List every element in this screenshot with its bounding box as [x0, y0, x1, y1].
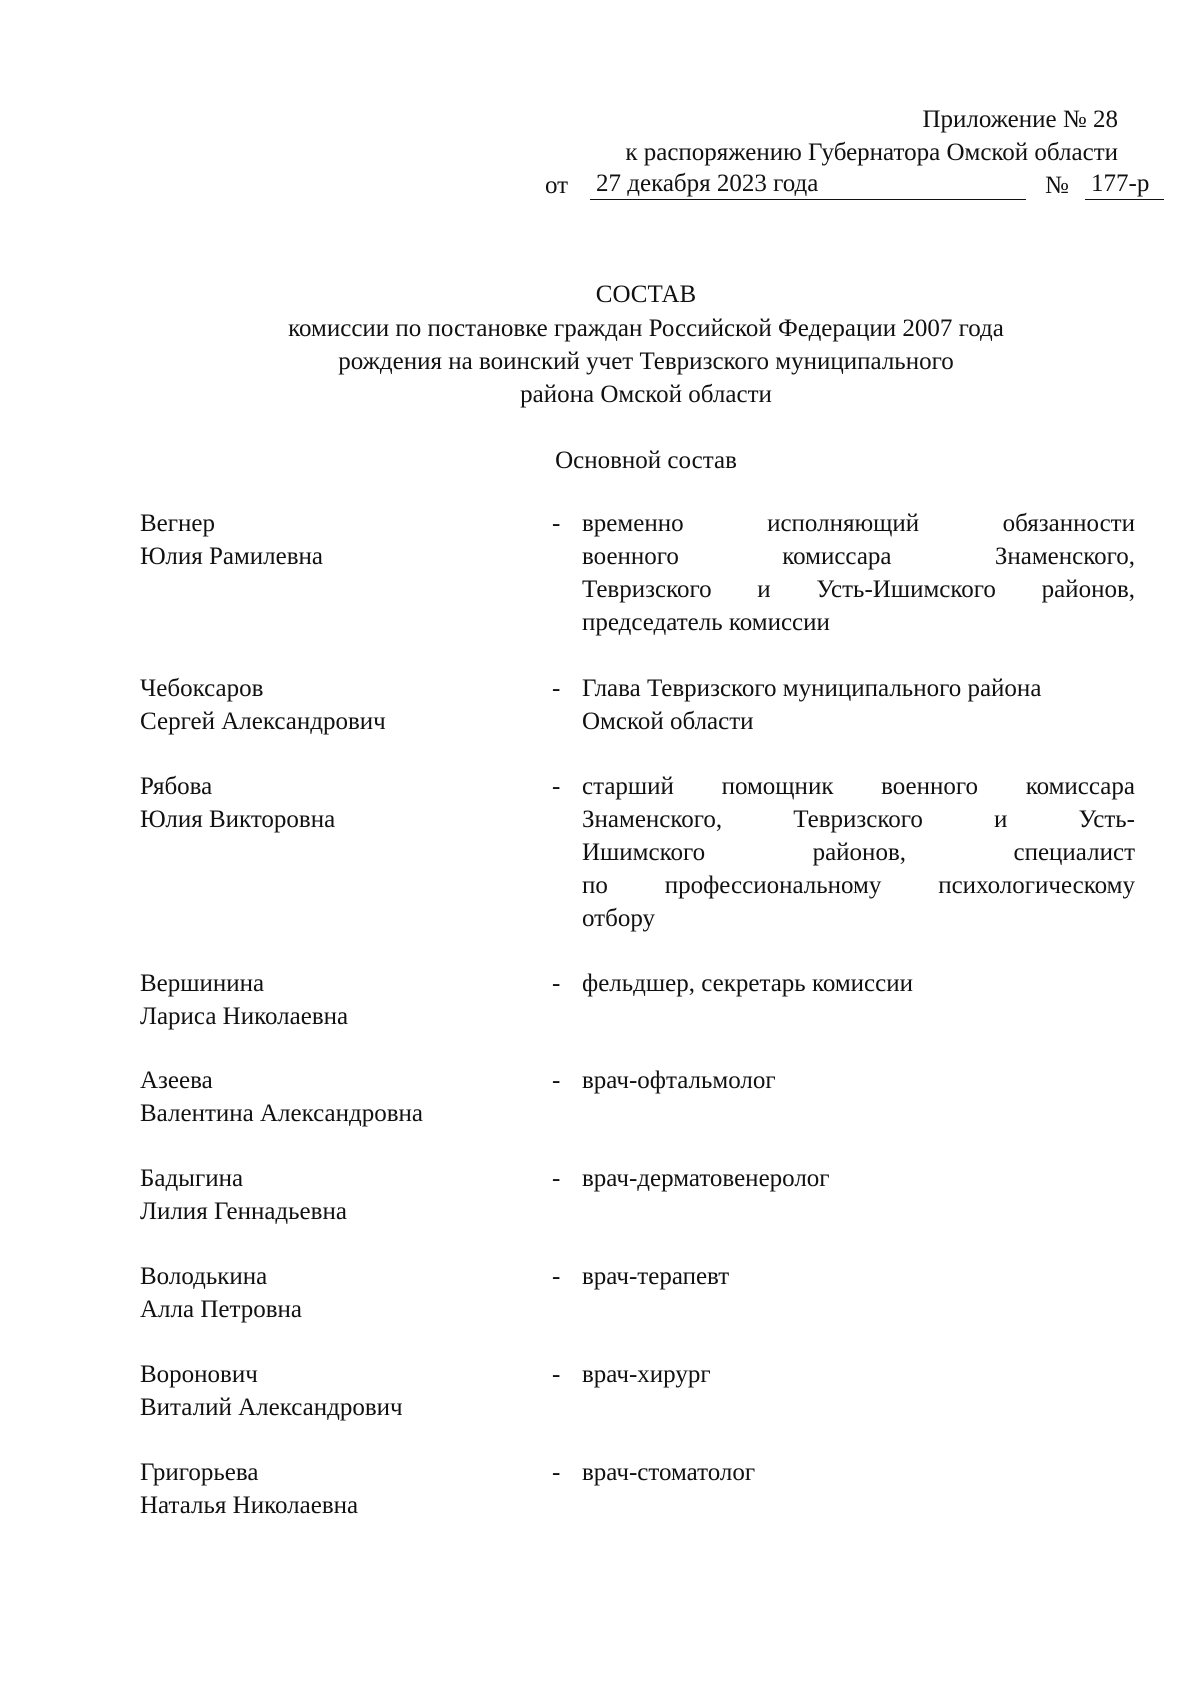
role-line: врач-хирург	[582, 1361, 711, 1388]
dash-separator: -	[552, 773, 561, 800]
dash-separator: -	[552, 1263, 561, 1290]
role-line: председатель комиссии	[582, 609, 830, 636]
member-role	[582, 967, 1135, 1000]
member-given-name: Лилия Геннадьевна	[140, 1198, 347, 1225]
member-surname: Вершинина	[140, 970, 265, 997]
member-name	[140, 507, 560, 573]
dash-separator: -	[552, 675, 561, 702]
member-role	[582, 1064, 1135, 1097]
member-role	[582, 770, 1135, 935]
role-line: врач-дерматовенеролог	[582, 1165, 830, 1192]
member-role	[582, 672, 1135, 738]
role-line: Глава Тевризского муниципального района	[582, 675, 1042, 702]
dash-separator: -	[552, 1165, 561, 1192]
member-given-name: Наталья Николаевна	[140, 1492, 359, 1519]
section-heading: Основной состав	[555, 447, 737, 474]
role-line: временно исполняющий обязанности	[582, 510, 1135, 537]
dash-separator: -	[552, 1067, 561, 1094]
member-role	[582, 1456, 1135, 1489]
dash-separator: -	[552, 1459, 561, 1486]
document-subtitle	[150, 312, 1142, 411]
role-line: врач-терапевт	[582, 1263, 730, 1290]
member-given-name: Лариса Николаевна	[140, 1003, 349, 1030]
member-name	[140, 1064, 560, 1130]
role-line: фельдшер, секретарь комиссии	[582, 970, 914, 997]
role-line: отбору	[582, 905, 655, 932]
subtitle-line: рождения на воинский учет Тевризского муниципального	[338, 348, 954, 375]
member-given-name: Валентина Александровна	[140, 1100, 423, 1127]
member-given-name: Сергей Александрович	[140, 708, 386, 735]
role-line: по профессиональному психологическому	[582, 872, 1135, 899]
dash-separator: -	[552, 510, 561, 537]
member-name	[140, 672, 560, 738]
member-surname: Бадыгина	[140, 1165, 244, 1192]
role-line: Омской области	[582, 708, 754, 735]
member-role	[582, 1162, 1135, 1195]
member-name	[140, 1162, 560, 1228]
appendix-reference	[545, 103, 1150, 202]
member-given-name: Юлия Викторовна	[140, 806, 336, 833]
role-line: врач-стоматолог	[582, 1459, 756, 1486]
date-from-label: от	[545, 172, 569, 199]
role-line: Ишимского районов, специалист	[582, 839, 1135, 866]
member-given-name: Юлия Рамилевна	[140, 543, 324, 570]
member-surname: Чебоксаров	[140, 675, 264, 702]
member-given-name: Алла Петровна	[140, 1296, 303, 1323]
member-name	[140, 770, 560, 836]
dash-separator: -	[552, 1361, 561, 1388]
role-line: военного комиссара Знаменского,	[582, 543, 1135, 570]
member-name	[140, 1358, 560, 1424]
subtitle-line: комиссии по постановке граждан Российской Федерации 2007 года	[288, 315, 1004, 342]
member-given-name: Виталий Александрович	[140, 1394, 403, 1421]
order-date: 27 декабря 2023 года	[590, 169, 1026, 200]
member-surname: Григорьева	[140, 1459, 259, 1486]
member-role	[582, 1358, 1135, 1391]
role-line: старший помощник военного комиссара	[582, 773, 1135, 800]
member-role	[582, 1260, 1135, 1293]
role-line: врач-офтальмолог	[582, 1067, 776, 1094]
number-label: №	[1045, 172, 1069, 199]
document-title: СОСТАВ	[595, 281, 697, 308]
appendix-order-ref: к распоряжению Губернатора Омской области	[625, 139, 1118, 166]
appendix-number: Приложение № 28	[922, 106, 1118, 133]
member-role	[582, 507, 1135, 639]
subtitle-line: района Омской области	[520, 381, 772, 408]
member-surname: Рябова	[140, 773, 213, 800]
member-surname: Воронович	[140, 1361, 258, 1388]
member-name	[140, 967, 560, 1033]
member-name	[140, 1456, 560, 1522]
member-name	[140, 1260, 560, 1326]
appendix-date-line	[545, 169, 1150, 202]
role-line: Тевризского и Усть-Ишимского районов,	[582, 576, 1135, 603]
member-surname: Володькина	[140, 1263, 268, 1290]
order-number: 177-р	[1085, 169, 1164, 200]
member-surname: Азеева	[140, 1067, 213, 1094]
member-surname: Вегнер	[140, 510, 215, 537]
role-line: Знаменского, Тевризского и Усть-	[582, 806, 1135, 833]
dash-separator: -	[552, 970, 561, 997]
